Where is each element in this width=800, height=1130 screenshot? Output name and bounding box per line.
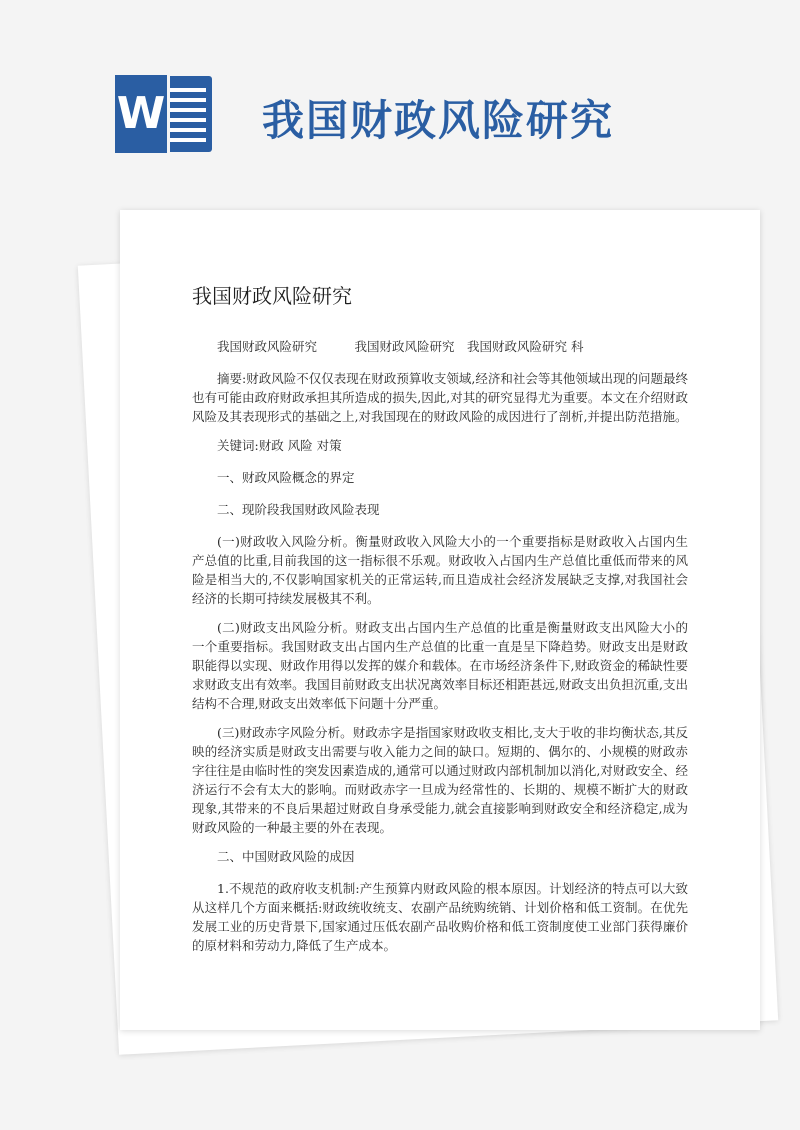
section-heading-1: 一、财政风险概念的界定 [217,470,355,485]
document-page [120,210,760,1030]
paragraph-expenditure-risk: (二)财政支出风险分析。财政支出占国内生产总值的比重是衡量财政支出风险大小的一个重要指标。我国财政支出占国内生产总值的比重一直是呈下降趋势。财政支出是财政职能得以实现、财政作用得以发挥的媒介和载体。在市场经济条件下,财政资金的稀缺性要求财政支出有效率。我国目前财政支出状况离效率目标还相距甚远,财政支出负担沉重,支出结构不合理,财政支出效率低下问题十分严重。 [192,620,688,711]
section-heading-3: 二、中国财政风险的成因 [217,849,355,864]
word-document-icon [112,72,216,156]
document-title: 我国财政风险研究 [192,284,352,308]
abstract: 摘要:财政风险不仅仅表现在财政预算收支领域,经济和社会等其他领域出现的问题最终也有可能由政府财政承担其所造成的损失,因此,对其的研究显得尤为重要。本文在介绍财政风险及其表现形式的基础之上,对我国现在的财政风险的成因进行了剖析,并提出防范措施。 [192,371,688,424]
paragraph-causes: 1.不规范的政府收支机制:产生预算内财政风险的根本原因。计划经济的特点可以大致从这样几个方面来概括:财政统收统支、农副产品统购统销、计划价格和低工资制。在优先发展工业的历史背景下,国家通过压低农副产品收购价格和低工资制度使工业部门获得廉价的原材料和劳动力,降低了生产成本。 [192,881,688,953]
word-icon-letter: W [112,72,170,156]
section-heading-2: 二、现阶段我国财政风险表现 [217,502,380,517]
paragraph-deficit-risk: (三)财政赤字风险分析。财政赤字是指国家财政收支相比,支大于收的非均衡状态,其反映的经济实质是财政支出需要与收入能力之间的缺口。短期的、偶尔的、小规模的财政赤字往往是由临时性的突发因素造成的,通常可以通过财政内部机制加以消化,对财政安全、经济运行不会有太大的影响。而财政赤字一旦成为经常性的、长期的、规模不断扩大的财政现象,其带来的不良后果超过财政自身承受能力,就会直接影响到财政安全和经济稳定,成为财政风险的一种最主要的外在表现。 [192,725,688,835]
author-line: 我国财政风险研究 我国财政风险研究 我国财政风险研究 科 [217,339,584,354]
keywords: 关键词:财政 风险 对策 [217,438,342,453]
banner-title: 我国财政风险研究 [262,96,615,145]
banner [0,0,800,200]
paragraph-revenue-risk: (一)财政收入风险分析。衡量财政收入风险大小的一个重要指标是财政收入占国内生产总值的比重,目前我国的这一指标很不乐观。财政收入占国内生产总值比重低而带来的风险是相当大的,不仅影响国家机关的正常运转,而且造成社会经济发展缺乏支撑,对我国社会经济的长期可持续发展极其不利。 [192,534,688,606]
